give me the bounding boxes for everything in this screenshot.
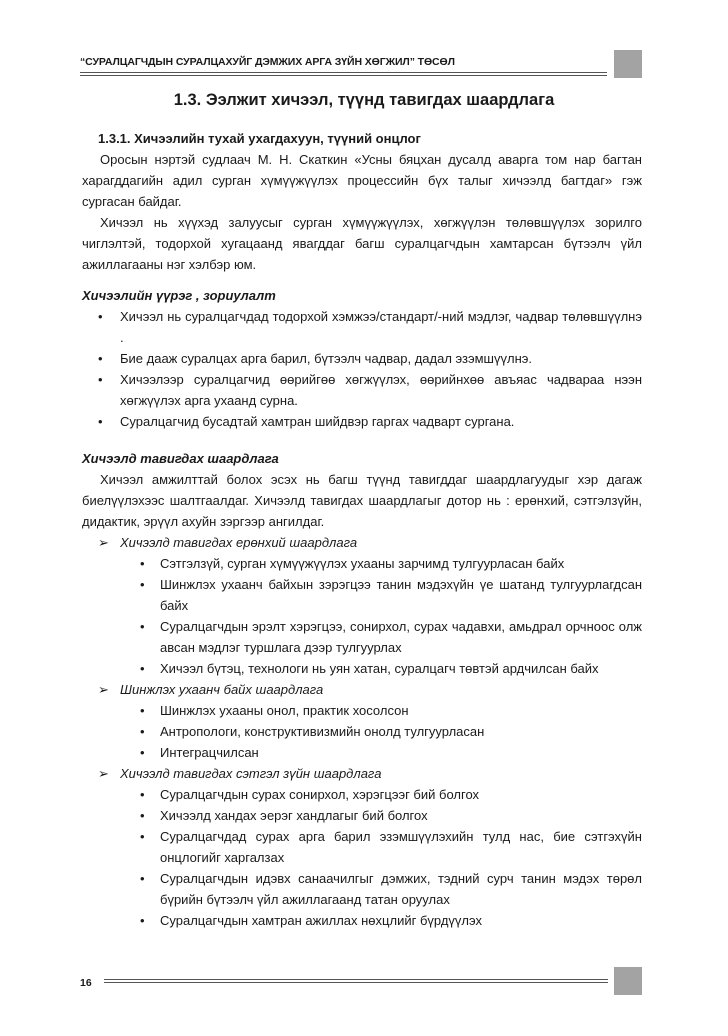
list-item: • Шинжлэх ухаанч байхын зэрэгцээ танин мэдэхүйн үе шатанд тулгуурлагдсан байх [82,574,642,616]
paragraph: Оросын нэртэй судлаач М. Н. Скаткин «Усны бяцхан дусалд аварга том нар багтан харагддагийн адил сурган хүмүүжүүлэх процессийн бүх талыг хичээлд багтдаг» гэж сургасан байдаг. [82,152,642,209]
section-heading: 1.3.1. Хичээлийн тухай ухагдахуун, түүний онцлог [98,131,421,146]
requirement-list [82,784,642,931]
list-item: • Бие дааж суралцах арга барил, бүтээлч чадвар, дадал эзэмшүүлнэ. [82,348,642,369]
arrow-bullet-icon: ➢ [98,766,109,781]
requirement-group-title: ➢ Шинжлэх ухаанч байх шаардлага [82,679,642,700]
requirement-list [82,700,642,763]
role-heading: Хичээлийн үүрэг , зориулалт [82,288,276,303]
list-item: • Интеграцчилсан [82,742,642,763]
list-item: • Хичээл бүтэц, технологи нь уян хатан, суралцагч төвтэй ардчилсан байх [82,658,642,679]
paragraph: Хичээл нь хүүхэд залуусыг сурган хүмүүжүүлэх, хөгжүүлэн төлөвшүүлэх зорилго чиглэлтэй, тодорхой хугацаанд явагддаг багш суралцагчдын хамтарсан бүтээлч үйл ажиллагааны нэг хэлбэр юм. [82,215,642,272]
list-item: • Хичээл нь суралцагчдад тодорхой хэмжээ/стандарт/-ний мэдлэг, чадвар төлөвшүүлнэ . [82,306,642,348]
requirements-heading: Хичээлд тавигдах шаардлага [82,451,279,466]
page-title: 1.3. Ээлжит хичээл, түүнд тавигдах шаардлага [173,91,555,109]
list-item: • Антропологи, конструктивизмийн онолд тулгуурласан [82,721,642,742]
list-item: • Суралцагчид бусадтай хамтран шийдвэр гаргах чадварт сургана. [82,411,642,432]
paragraph: Хичээл амжилттай болох эсэх нь багш түүнд тавигддаг шаардлагуудыг хэр дагаж биелүүлэхээс шалтгаалдаг. Хичээлд тавигдах шаардлагыг дотор нь : ерөнхий, сэтгэлзүйн, дидактик, эрүүл ахуйн зэргээр ангилдаг. [82,472,642,529]
arrow-bullet-icon: ➢ [98,535,109,550]
arrow-bullet-icon: ➢ [98,682,109,697]
list-item: • Шинжлэх ухааны онол, практик хосолсон [82,700,642,721]
list-item: • Суралцагчдын сурах сонирхол, хэрэгцээг бий болгох [82,784,642,805]
role-list [82,306,642,432]
running-header: “СУРАЛЦАГЧДЫН СУРАЛЦАХУЙГ ДЭМЖИХ АРГА ЗҮЙН ХӨГЖИЛ” ТӨСӨЛ [80,56,455,68]
list-item: • Хичээлд хандах эерэг хандлагыг бий болгох [82,805,642,826]
list-item: • Суралцагчдад сурах арга барил эзэмшүүлэхийн тулд нас, бие сэтгэхүйн онцлогийг харгалзах [82,826,642,868]
requirement-group-title: ➢ Хичээлд тавигдах ерөнхий шаардлага [82,532,642,553]
header-corner-block [614,50,642,78]
header-divider [80,72,607,76]
list-item: • Суралцагчдын хамтран ажиллах нөхцлийг бүрдүүлэх [82,910,642,931]
list-item: • Сэтгэлзүй, сурган хүмүүжүүлэх ухааны зарчимд тулгуурласан байх [82,553,642,574]
list-item: • Суралцагчдын эрэлт хэрэгцээ, сонирхол, сурах чадавхи, амьдрал орчноос олж авсан мэдлэг туршлага дээр тулгуурлах [82,616,642,658]
page-number: 16 [80,977,92,989]
footer-corner-block [614,967,642,995]
requirement-group-title: ➢ Хичээлд тавигдах сэтгэл зүйн шаардлага [82,763,642,784]
list-item: • Хичээлээр суралцагчид өөрийгөө хөгжүүлэх, өөрийнхөө авъяас чадвараа нээн хөгжүүлэх арга ухаанд сурна. [82,369,642,411]
list-item: • Суралцагчдын идэвх санаачилгыг дэмжих, тэдний сурч танин мэдэх төрөл бүрийн бүтээлч үйл ажиллагаанд татан оруулах [82,868,642,910]
page-body [82,128,642,931]
requirement-list [82,553,642,679]
footer-divider [104,979,608,983]
